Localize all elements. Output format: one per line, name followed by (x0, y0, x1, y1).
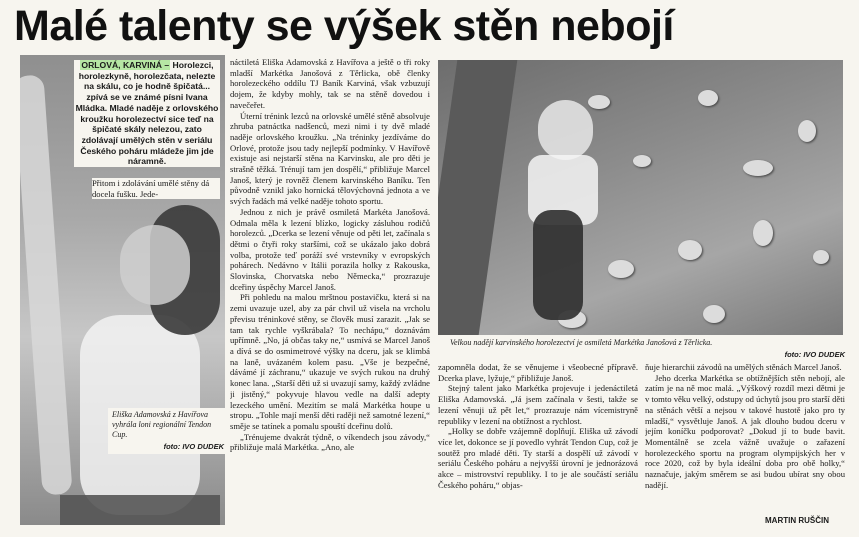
headline: Malé talenty se výšek stěn nebojí (14, 2, 674, 50)
photo-climbing-girl-marketka (438, 60, 843, 335)
photo-credit-right: foto: IVO DUDEK (784, 350, 845, 359)
paragraph: „Holky se dobře vzájemně doplňují. Eliška už závodí více let, dokonce se jí povedlo vyhrát Tendon Cup, což je soutěž pro mladé děti. Ty starší a dospělí už závodí v seriálu Českého poháru a nejvyšší úrovní je jednorázová akce – mistrovství republiky. I to je ale součástí seriálu Českého poháru,“ objas- (438, 426, 638, 490)
paragraph: „Trénujeme dvakrát týdně, o víkendech jsou závody,“ přibližuje malá Markétka. „Ano, ale (230, 431, 430, 453)
article-column-3 (645, 362, 845, 514)
article-lead (74, 60, 220, 167)
caption-left-text: Eliška Adamovská z Havířova vyhrála loni regionální Tendon Cup. (112, 410, 212, 439)
author-name: MARTIN RUŠČIN (765, 516, 829, 525)
paragraph: Stejný talent jako Markétka projevuje i jedenáctiletá Eliška Adamovská. „Já jsem začínala v šesti, takže se lezení věnuji už pět let,“ prozrazuje nám vícemistryně republiky v lezení na obtížnost a rychlost. (438, 383, 638, 426)
paragraph: Jednou z nich je právě osmiletá Markéta Janošová. Odmala měla k lezení blízko, logicky zásluhou rodičů horolezců. „Dcerka se lezení věnuje od pěti let, začínala s dětmi o čtyři roky staršími, což se ukázalo jako dobrá volba, protože teď poráží své vrstevníky v evropských pohárech. Nedávno v Itálii porazila holky z Rakouska, Slovinska, Chorvatska nebo Německa,“ prozrazuje dceřiny úspěchy Marcel Janoš. (230, 206, 430, 292)
lead-place: ORLOVÁ, KARVINÁ – (81, 60, 170, 70)
paragraph: ňuje hierarchii závodů na umělých stěnách Marcel Janoš. (645, 362, 842, 372)
article-column-1 (230, 57, 430, 527)
paragraph: Jeho dcerka Markétka se obtížnějších stěn nebojí, ale zatím je na ně moc malá. „Výškový rozdíl mezi dětmi je v tomto věku velký, odstupy od úchytů jsou pro starší děti na stěnách větší a nejsou v takové hustotě jako pro ty mladší,“ vysvětluje Janoš. A jak dlouho budou dceru v jejím koníčku podporovat? „Dokud jí to bude bavit. Momentálně se zcela vážně uvažuje o zařazení horolezeckého sportu na program olympijských her v roce 2020, což by byla ideální doba pro obě holky,“ naznačuje, jakým směrem se asi budou ubírat sny obou nadějí. (645, 372, 845, 490)
caption-left (108, 408, 228, 454)
paragraph: Úterní trénink lezců na orlovské umělé stěně absolvuje zhruba patnáctka nadšenců, mezi nimi i ty dvě mladé naděje orlovského kroužku. „Na tréninky jezdíváme do Orlové, protože jsou tady nejlepší podmínky. V Havířově existuje asi nejstarší stěna na Karvinsku, ale pro děti je strašně těžká. Trénují tam jen dospělí,“ přibližuje Marcel Janoš, který je rovněž členem karvinského Baníku. Ten původně vznikl jako hornická tělovýchovná jednota a ve svých řadách má velké naděje tohoto sportu. (230, 110, 430, 207)
paragraph: Při pohledu na malou mrštnou postavičku, která si na zemi uvazuje uzel, aby za pár chvil už visela na vrcholu převisu tréninkové stěny, se člověk musí zarazit. „Jak se tam tak rychle vyškrábala? To nechápu,“ doznávám upřímně. „No, já občas taky ne,“ usmívá se Marcel Janoš a dívá se do osmimetrové výšky na dceru, jak se klimbá na laně, uvázaném kolem pasu. „Vše je bezpečné, dávámé jí záchranu,“ ukazuje ve svých rukou na druhý konec lana. „Starší děti už si uvazují samy, každý zvládne ji jistěný,“ pokyvuje hlavou vedle na další adepty lezeckého umění. Mezitím se malá Markétka houpe u stropu. „Tohle mají menší děti raději než samotné lezení,“ směje se tatínek a pomalu spouští dceřinu dolů. (230, 292, 430, 431)
paragraph: zapomněla dodat, že se věnujeme i všeobecné přípravě. Dcerka plave, lyžuje,“ přibližuje Janoš. (438, 362, 638, 383)
caption-right (450, 338, 845, 360)
photo-credit-left: foto: IVO DUDEK (163, 442, 224, 451)
article-column-2 (438, 362, 638, 524)
paragraph: náctiletá Eliška Adamovská z Havířova a ještě o tři roky mladší Markétka Janošová z Těrlicka, obě členky horolezeckého oddílu TJ Baník Karviná, však vzbuzují dojem, že kdyby mohly, tak se na stěně dovedou i navečeřet. (230, 57, 430, 110)
caption-right-text: Velkou nadějí karvinského horolezectví je osmiletá Markétka Janošová z Těrlicka. (450, 338, 713, 347)
lead-continuation: Přitom i zdolávání umělé stěny dá docela fušku. Jede- (92, 178, 220, 199)
lead-text: Horolezci, horolezkyně, horolezčata, nelezte na skálu, co je hodně špičatá... zpívá se ve známé písni Ivana Mládka. Mladé naděje z orlovského kroužku horolezectví sice teď na špičaté skály nelezou, zato zdolávají umělých stěn v seriálu Českého poháru mládeže jim jde náramně. (75, 60, 219, 167)
